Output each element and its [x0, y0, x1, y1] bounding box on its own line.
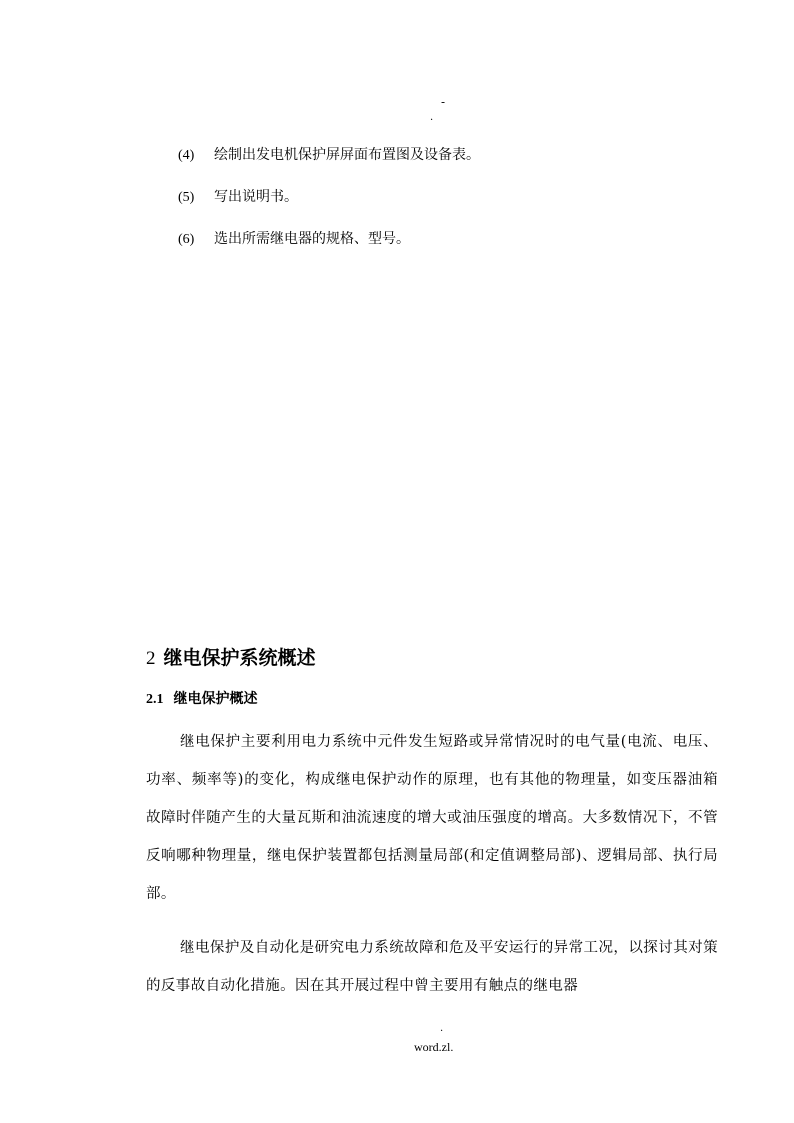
list-item-number: (4): [178, 148, 195, 163]
page-footer: word.zl.: [414, 1040, 454, 1054]
list-item-number: (5): [178, 190, 195, 205]
list-item-text: 绘制出发电机保护屏屏面布置图及设备表。: [214, 147, 480, 163]
list-item-text: 写出说明书。: [214, 189, 298, 205]
list-item: [178, 145, 480, 166]
section-number: 2: [146, 648, 156, 669]
header-mark: -: [441, 95, 446, 109]
section-heading: [146, 645, 316, 672]
body-paragraph: 继电保护及自动化是研究电力系统故障和危及平安运行的异常工况，以探讨其对策的反事故自动化措施。因在其开展过程中曾主要用有触点的继电器: [146, 940, 718, 994]
section-title: 继电保护系统概述: [163, 647, 316, 669]
subsection-title: 继电保护概述: [173, 691, 258, 707]
list-item-text: 选出所需继电器的规格、型号。: [214, 231, 410, 247]
list-item-number: (6): [178, 232, 195, 247]
list-item: [178, 187, 298, 208]
subsection-number: 2.1: [146, 692, 164, 707]
footer-dot: .: [440, 1023, 444, 1034]
list-item: [178, 229, 410, 250]
header-dot: .: [430, 112, 434, 123]
body-paragraph: 继电保护主要利用电力系统中元件发生短路或异常情况时的电气量(电流、电压、功率、频率等)的变化，构成继电保护动作的原理，也有其他的物理量，如变压器油箱故障时伴随产生的大量瓦斯和油流速度的增大或油压强度的增高。大多数情况下，不管反响哪种物理量，继电保护装置都包括测量局部(和定值调整局部)、逻辑局部、执行局部。: [146, 734, 718, 902]
subsection-heading: [146, 689, 258, 710]
